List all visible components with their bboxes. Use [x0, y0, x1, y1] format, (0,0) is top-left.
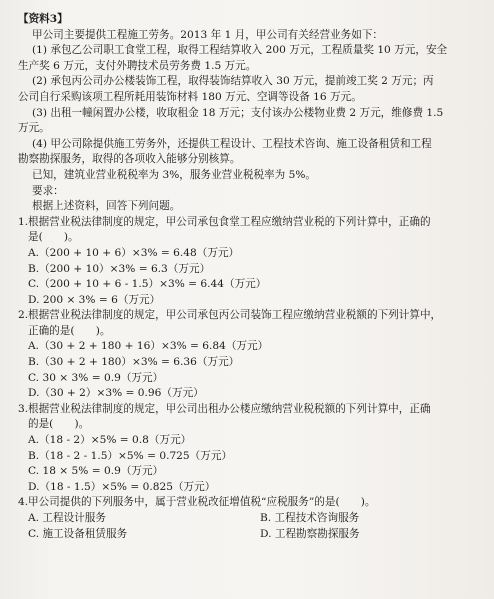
- option-row: [18, 511, 472, 527]
- material-line: 万元。: [18, 122, 50, 135]
- material-heading: 【资料3】: [18, 13, 68, 25]
- question-3: [18, 402, 472, 496]
- option-b[interactable]: B. 工程技术咨询服务: [260, 512, 360, 524]
- question-2: [18, 308, 472, 402]
- question-stem: 甲公司提供的下列服务中，属于营业税改征增值税“应税服务”的是( )。: [28, 496, 376, 509]
- material-line: 公司自行采购该项工程所耗用装饰材料 180 万元、空调等设备 16 万元。: [18, 90, 362, 103]
- question-4: [18, 495, 472, 542]
- material-line: (2) 承包丙公司办公楼装饰工程，取得装饰结算收入 30 万元，提前竣工奖 2 万元；丙: [32, 75, 434, 88]
- question-stem-cont: 正确的是( )。: [28, 324, 111, 337]
- option-a[interactable]: A.（18 - 2）×5% = 0.8（万元）: [28, 434, 192, 447]
- option-d[interactable]: D. 工程勘察勘探服务: [260, 527, 360, 540]
- option-row: [18, 527, 472, 543]
- material-line: 已知，建筑业营业税税率为 3%，服务业营业税税率为 5%。: [32, 168, 317, 181]
- question-number: 3.: [18, 402, 29, 415]
- option-d[interactable]: D.（18 - 1.5）×5% = 0.825（万元）: [28, 480, 216, 493]
- question-1: [18, 215, 472, 309]
- option-b[interactable]: B.（200 + 10）×3% = 6.3（万元）: [28, 262, 211, 275]
- option-d[interactable]: D.（30 + 2）×3% = 0.96（万元）: [28, 387, 204, 400]
- option-c[interactable]: C. 18 × 5% = 0.9（万元）: [28, 465, 164, 478]
- material-line: 要求：: [32, 184, 64, 197]
- question-number: 2.: [18, 309, 29, 322]
- question-stem-cont: 的是( )。: [28, 418, 90, 431]
- question-stem: 根据营业税法律制度的规定，甲公司出租办公楼应缴纳营业税税额的下列计算中，正确: [28, 402, 431, 415]
- material-line: 根据上述资料，回答下列问题。: [32, 200, 181, 213]
- question-number: 4.: [18, 496, 29, 509]
- question-stem: 根据营业税法律制度的规定，甲公司承包食堂工程应缴纳营业税的下列计算中，正确的: [28, 215, 431, 228]
- material-line: 生产奖 6 万元，支付外聘技术员劳务费 1.5 万元。: [18, 59, 257, 72]
- option-b[interactable]: B.（30 + 2 + 180）×3% = 6.36（万元）: [28, 356, 240, 369]
- material-line: (4) 甲公司除提供施工劳务外，还提供工程设计、工程技术咨询、施工设备租赁和工程: [32, 137, 432, 150]
- option-d[interactable]: D. 200 × 3% = 6（万元）: [28, 293, 161, 306]
- question-stem-cont: 是( )。: [28, 231, 79, 244]
- option-b[interactable]: B.（18 - 2 - 1.5）×5% = 0.725（万元）: [28, 449, 233, 462]
- material-line: 勘察勘探服务，取得的各项收入能够分别核算。: [18, 153, 241, 166]
- option-a[interactable]: A. 工程设计服务: [28, 512, 106, 524]
- option-c[interactable]: C. 30 × 3% = 0.9（万元）: [28, 371, 164, 384]
- option-c[interactable]: C. 施工设备租赁服务: [28, 527, 128, 540]
- question-stem: 根据营业税法律制度的规定，甲公司承包丙公司装饰工程应缴纳营业税额的下列计算中，: [28, 309, 442, 322]
- material-line: 甲公司主要提供工程施工劳务。2013 年 1 月，甲公司有关经营业务如下：: [32, 28, 384, 41]
- material-line: (3) 出租一幢闲置办公楼，收取租金 18 万元；支付该办公楼物业费 2 万元，维修费 1.5: [32, 106, 444, 119]
- option-a[interactable]: A.（30 + 2 + 180 + 16）×3% = 6.84（万元）: [28, 340, 269, 353]
- option-a[interactable]: A.（200 + 10 + 6）×3% = 6.48（万元）: [28, 246, 240, 259]
- material-line: (1) 承包乙公司职工食堂工程，取得工程结算收入 200 万元，工程质量奖 10 万元，安全: [32, 44, 448, 57]
- option-c[interactable]: C.（200 + 10 + 6 - 1.5）×3% = 6.44（万元）: [28, 278, 267, 291]
- question-number: 1.: [18, 215, 29, 228]
